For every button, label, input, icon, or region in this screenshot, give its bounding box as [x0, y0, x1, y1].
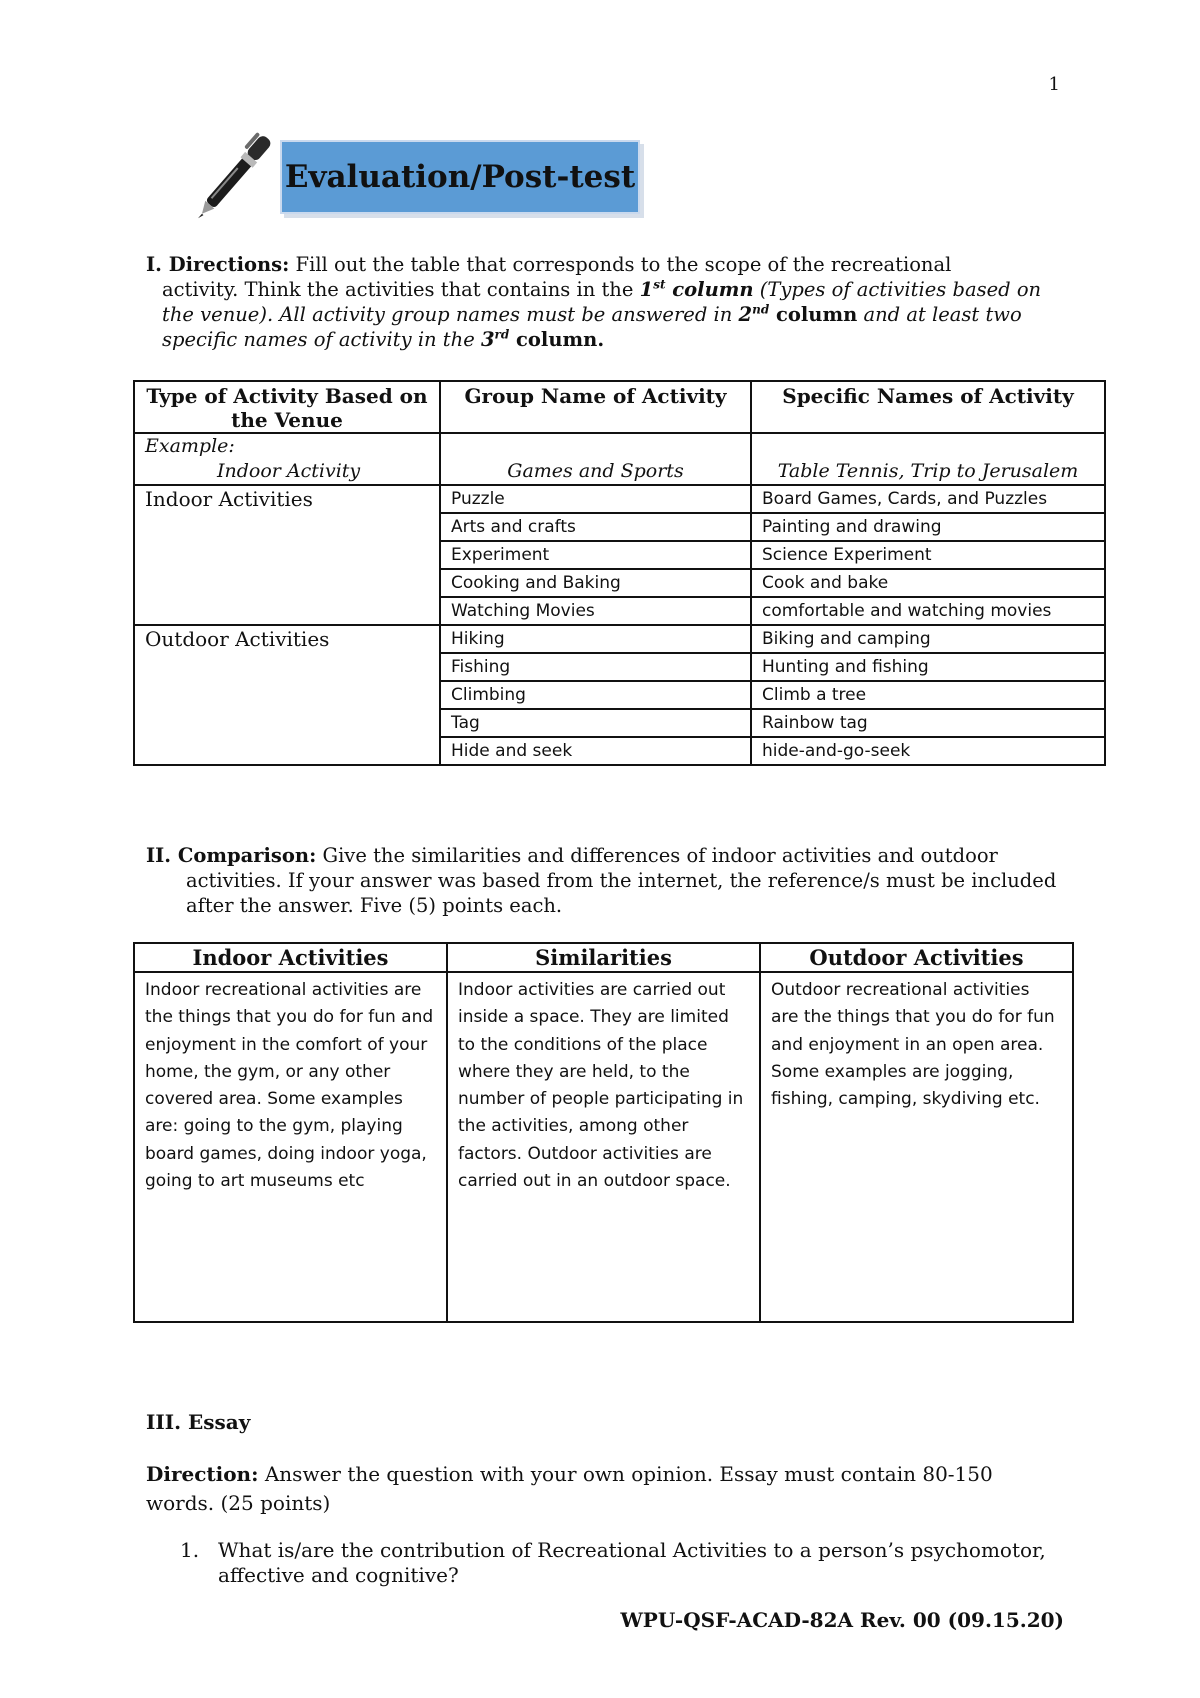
question-text: What is/are the contribution of Recreational Activities to a person’s psychomotor, affective and cognitive?	[218, 1538, 1046, 1587]
ordinal-3: 3	[480, 328, 495, 351]
group-cell: Arts and crafts	[440, 513, 751, 541]
page-number: 1	[1048, 74, 1060, 95]
similarities-answer: Indoor activities are carried out inside a space. They are limited to the conditions of the place where they are held, to the number of people participating in the activities, among other factors. Outdoor activities are carried out in an outdoor space.	[447, 972, 760, 1322]
section1-colon: :	[282, 253, 290, 276]
section1-line3b: and at least two	[857, 303, 1022, 326]
specific-cell: Painting and drawing	[751, 513, 1105, 541]
essay-question	[180, 1538, 1060, 1588]
specific-cell: comfortable and watching movies	[751, 597, 1105, 625]
example-type: Indoor Activity	[217, 460, 361, 482]
section1-line3a: the venue). All activity group names must be answered in	[162, 303, 739, 326]
section1-label: I. Directions	[146, 253, 283, 276]
section1-line2b: (Types of activities based on	[753, 278, 1042, 301]
column-word-3: column	[509, 328, 598, 351]
group-cell: Watching Movies	[440, 597, 751, 625]
essay-direction-text: Answer the question with your own opinion. Essay must contain 80-150 words. (25 points)	[146, 1462, 993, 1515]
section2-line3: after the answer. Five (5) points each.	[186, 894, 563, 917]
group-cell: Fishing	[440, 653, 751, 681]
header-type: Type of Activity Based on the Venue	[134, 381, 440, 433]
specific-cell: Rainbow tag	[751, 709, 1105, 737]
section1-line1: Fill out the table that corresponds to the scope of the recreational	[289, 253, 952, 276]
essay-direction	[146, 1460, 1066, 1518]
group-cell: Climbing	[440, 681, 751, 709]
example-group: Games and Sports	[440, 433, 751, 485]
specific-cell: Biking and camping	[751, 625, 1105, 653]
group-cell: Cooking and Baking	[440, 569, 751, 597]
section1-directions	[146, 252, 1056, 352]
ordinal-3-sup: rd	[494, 327, 510, 342]
specific-cell: Science Experiment	[751, 541, 1105, 569]
header-similarities: Similarities	[447, 943, 760, 972]
specific-cell: Cook and bake	[751, 569, 1105, 597]
group-cell: Tag	[440, 709, 751, 737]
group-cell: Hide and seek	[440, 737, 751, 765]
column-word-1: column	[665, 278, 754, 301]
example-row	[134, 433, 1105, 485]
header-specific: Specific Names of Activity	[751, 381, 1105, 433]
footer-code: WPU-QSF-ACAD-82A Rev. 00 (09.15.20)	[620, 1608, 1064, 1632]
ordinal-2-sup: nd	[752, 302, 770, 317]
group-cell: Experiment	[440, 541, 751, 569]
essay-direction-label: Direction	[146, 1462, 252, 1486]
header-indoor: Indoor Activities	[134, 943, 447, 972]
ordinal-2: 2	[738, 303, 753, 326]
section2-line2: activities. If your answer was based from the internet, the reference/s must be included	[186, 869, 1057, 892]
page-title: Evaluation/Post-test	[284, 159, 636, 195]
essay-direction-colon: :	[251, 1462, 259, 1486]
specific-cell: Climb a tree	[751, 681, 1105, 709]
section3-heading: III. Essay	[146, 1410, 251, 1434]
example-label: Example:	[145, 435, 235, 457]
section1-period: .	[597, 328, 605, 351]
outdoor-answer: Outdoor recreational activities are the things that you do for fun and enjoyment in an open area. Some examples are jogging, fishing, camping, skydiving etc.	[760, 972, 1073, 1322]
pen-icon	[190, 118, 290, 222]
specific-cell: hide-and-go-seek	[751, 737, 1105, 765]
category-outdoor: Outdoor Activities	[134, 625, 440, 765]
header-group: Group Name of Activity	[440, 381, 751, 433]
group-cell: Puzzle	[440, 485, 751, 513]
indoor-answer: Indoor recreational activities are the things that you do for fun and enjoyment in the comfort of your home, the gym, or any other covered area. Some examples are: going to the gym, playing board games, doing indoor yoga, going to art museums etc	[134, 972, 447, 1322]
table-header-row	[134, 381, 1105, 433]
title-banner	[280, 140, 640, 214]
activity-table	[133, 380, 1106, 766]
group-cell: Hiking	[440, 625, 751, 653]
column-word-2: column	[769, 303, 858, 326]
section2-line1: Give the similarities and differences of indoor activities and outdoor	[316, 844, 998, 867]
comparison-table	[133, 942, 1074, 1323]
question-number: 1.	[180, 1538, 200, 1562]
section2-label: II. Comparison:	[146, 844, 317, 867]
comparison-answer-row	[134, 972, 1073, 1322]
category-indoor: Indoor Activities	[134, 485, 440, 625]
specific-cell: Board Games, Cards, and Puzzles	[751, 485, 1105, 513]
section2-comparison	[146, 843, 1066, 918]
table-row	[134, 625, 1105, 653]
comparison-header-row	[134, 943, 1073, 972]
example-specific: Table Tennis, Trip to Jerusalem	[751, 433, 1105, 485]
ordinal-1: 1	[639, 278, 654, 301]
ordinal-1-sup: st	[653, 277, 666, 292]
section1-line4a: specific names of activity in the	[162, 328, 481, 351]
section1-line2a: activity. Think the activities that contains in the	[162, 278, 640, 301]
specific-cell: Hunting and fishing	[751, 653, 1105, 681]
header-outdoor: Outdoor Activities	[760, 943, 1073, 972]
table-row	[134, 485, 1105, 513]
